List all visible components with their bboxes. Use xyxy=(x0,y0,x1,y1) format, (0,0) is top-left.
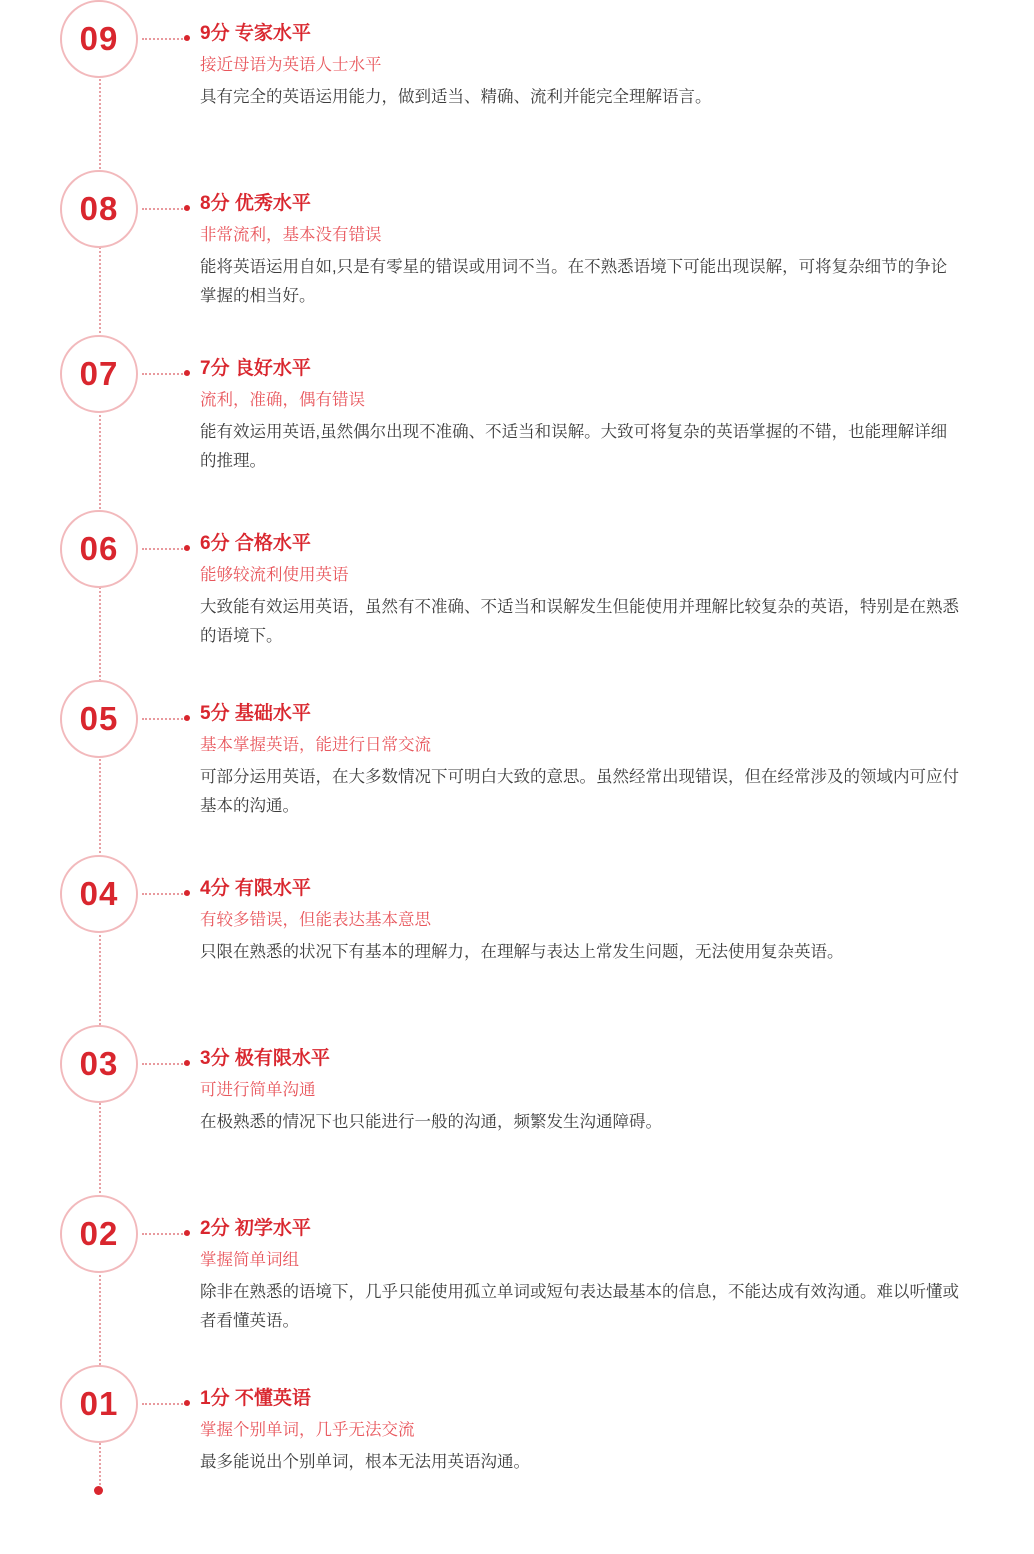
item-content xyxy=(200,510,1034,651)
item-title: 5分 基础水平 xyxy=(200,703,311,724)
timeline-end-dot xyxy=(94,1486,103,1495)
item-subtitle: 基本掌握英语，能进行日常交流 xyxy=(200,735,431,754)
item-description: 大致能有效运用英语，虽然有不准确、不适当和误解发生但能使用并理解比较复杂的英语，特别是在熟悉的语境下。 xyxy=(200,598,959,645)
item-content xyxy=(200,0,1034,112)
item-title: 3分 极有限水平 xyxy=(200,1048,330,1069)
badge-wrapper xyxy=(0,170,200,248)
badge-wrapper xyxy=(0,335,200,413)
badge-wrapper xyxy=(0,0,200,78)
item-content xyxy=(200,1025,1034,1137)
item-subtitle: 掌握简单词组 xyxy=(200,1250,299,1269)
item-content xyxy=(200,855,1034,967)
item-description: 最多能说出个别单词，根本无法用英语沟通。 xyxy=(200,1453,530,1472)
item-content xyxy=(200,170,1034,311)
connector-dot-icon xyxy=(184,1400,190,1406)
timeline-item xyxy=(0,680,1034,855)
connector-line-icon xyxy=(142,373,186,375)
connector-line-icon xyxy=(142,893,186,895)
connector-line-icon xyxy=(142,548,186,550)
badge-wrapper xyxy=(0,1025,200,1103)
item-title: 4分 有限水平 xyxy=(200,878,311,899)
item-description: 能有效运用英语,虽然偶尔出现不准确、不适当和误解。大致可将复杂的英语掌握的不错，也能理解详细的推理。 xyxy=(200,423,948,470)
connector-dot-icon xyxy=(184,205,190,211)
item-title: 9分 专家水平 xyxy=(200,23,311,44)
connector-line-icon xyxy=(142,718,186,720)
timeline-item xyxy=(0,335,1034,510)
badge-wrapper xyxy=(0,855,200,933)
item-description: 能将英语运用自如,只是有零星的错误或用词不当。在不熟悉语境下可能出现误解，可将复杂细节的争论掌握的相当好。 xyxy=(200,258,948,305)
item-subtitle: 流利，准确，偶有错误 xyxy=(200,390,365,409)
item-title: 1分 不懂英语 xyxy=(200,1388,311,1409)
score-badge: 07 xyxy=(60,335,138,413)
connector-line-icon xyxy=(142,1233,186,1235)
connector-dot-icon xyxy=(184,890,190,896)
connector-line-icon xyxy=(142,208,186,210)
item-content xyxy=(200,335,1034,476)
connector-dot-icon xyxy=(184,1060,190,1066)
connector-dot-icon xyxy=(184,715,190,721)
score-badge: 06 xyxy=(60,510,138,588)
connector-dot-icon xyxy=(184,545,190,551)
item-title: 6分 合格水平 xyxy=(200,533,311,554)
timeline-item xyxy=(0,1195,1034,1365)
item-content xyxy=(200,1365,1034,1477)
item-content xyxy=(200,1195,1034,1336)
timeline-item xyxy=(0,855,1034,1025)
badge-wrapper xyxy=(0,680,200,758)
score-badge: 09 xyxy=(60,0,138,78)
connector-line-icon xyxy=(142,1063,186,1065)
timeline-item xyxy=(0,510,1034,680)
item-subtitle: 非常流利，基本没有错误 xyxy=(200,225,382,244)
connector-line-icon xyxy=(142,38,186,40)
item-subtitle: 能够较流利使用英语 xyxy=(200,565,349,584)
item-description: 只限在熟悉的状况下有基本的理解力，在理解与表达上常发生问题，无法使用复杂英语。 xyxy=(200,943,844,962)
score-badge: 08 xyxy=(60,170,138,248)
item-description: 在极熟悉的情况下也只能进行一般的沟通，频繁发生沟通障碍。 xyxy=(200,1113,662,1132)
item-title: 7分 良好水平 xyxy=(200,358,311,379)
score-badge: 03 xyxy=(60,1025,138,1103)
connector-line-icon xyxy=(142,1403,186,1405)
item-description: 可部分运用英语，在大多数情况下可明白大致的意思。虽然经常出现错误，但在经常涉及的领域内可应付基本的沟通。 xyxy=(200,768,959,815)
timeline-item xyxy=(0,1365,1034,1495)
item-title: 2分 初学水平 xyxy=(200,1218,311,1239)
connector-dot-icon xyxy=(184,35,190,41)
item-subtitle: 接近母语为英语人士水平 xyxy=(200,55,382,74)
badge-wrapper xyxy=(0,1365,200,1443)
item-subtitle: 掌握个别单词，几乎无法交流 xyxy=(200,1420,415,1439)
item-description: 具有完全的英语运用能力，做到适当、精确、流利并能完全理解语言。 xyxy=(200,88,712,107)
score-badge: 02 xyxy=(60,1195,138,1273)
item-content xyxy=(200,680,1034,821)
timeline-item xyxy=(0,0,1034,170)
badge-wrapper xyxy=(0,1195,200,1273)
item-title: 8分 优秀水平 xyxy=(200,193,311,214)
item-description: 除非在熟悉的语境下，几乎只能使用孤立单词或短句表达最基本的信息，不能达成有效沟通。难以听懂或者看懂英语。 xyxy=(200,1283,959,1330)
item-subtitle: 有较多错误，但能表达基本意思 xyxy=(200,910,431,929)
badge-wrapper xyxy=(0,510,200,588)
score-badge: 04 xyxy=(60,855,138,933)
score-badge: 05 xyxy=(60,680,138,758)
connector-dot-icon xyxy=(184,370,190,376)
timeline-item xyxy=(0,170,1034,335)
connector-dot-icon xyxy=(184,1230,190,1236)
score-badge: 01 xyxy=(60,1365,138,1443)
timeline-item xyxy=(0,1025,1034,1195)
item-subtitle: 可进行简单沟通 xyxy=(200,1080,316,1099)
